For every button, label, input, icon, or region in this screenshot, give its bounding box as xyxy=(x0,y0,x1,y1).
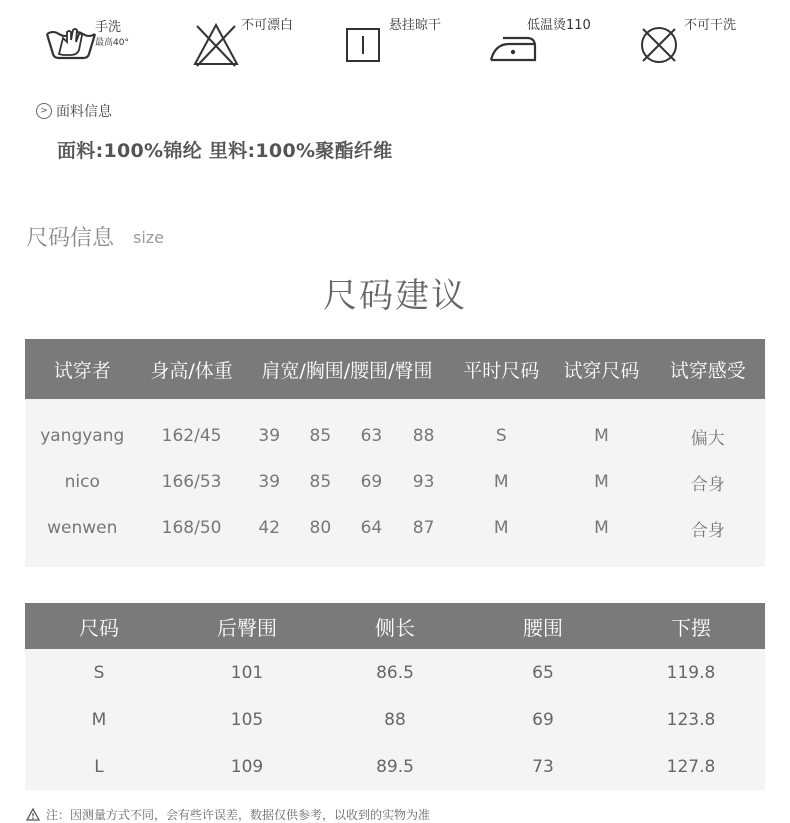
back-hip-value: 105 xyxy=(230,709,264,730)
height-weight: 166/53 xyxy=(161,472,222,492)
header-fit-feel: 试穿感受 xyxy=(669,359,746,382)
shoulder: 42 xyxy=(258,518,281,538)
no-dry-clean-label: 不可干洗 xyxy=(684,18,737,33)
table-row xyxy=(25,399,765,459)
table-row xyxy=(25,459,765,505)
height-weight: 168/50 xyxy=(161,518,222,538)
hang-dry-icon xyxy=(345,27,383,65)
chest: 85 xyxy=(309,426,332,446)
fit-feel: 合身 xyxy=(690,474,725,495)
tried-size: M xyxy=(594,472,609,492)
header-usual-size: 平时尺码 xyxy=(463,359,540,382)
hand-wash-icon xyxy=(45,24,97,64)
table-row xyxy=(25,696,765,743)
side-length-value: 86.5 xyxy=(376,662,414,683)
hip: 87 xyxy=(412,518,435,538)
table-row xyxy=(25,505,765,567)
hem-value: 127.8 xyxy=(666,756,716,777)
waist: 64 xyxy=(360,518,383,538)
care-hang-dry xyxy=(345,10,465,80)
usual-size: M xyxy=(493,518,509,538)
shoulder: 39 xyxy=(258,472,281,492)
hem-value: 123.8 xyxy=(666,709,716,730)
size-value: M xyxy=(91,709,107,730)
low-iron-label: 低温烫110 xyxy=(527,18,591,33)
side-length-value: 89.5 xyxy=(376,756,414,777)
fit-feel: 偏大 xyxy=(690,428,725,449)
measurement-note xyxy=(26,806,430,823)
waist-value: 73 xyxy=(532,756,554,777)
no-bleach-label: 不可漂白 xyxy=(241,18,294,33)
note-text: 注：因测量方式不同，会有些许误差，数据仅供参考，以收到的实物为准 xyxy=(46,808,431,822)
shoulder: 39 xyxy=(258,426,281,446)
table-row xyxy=(25,649,765,696)
tester-name: nico xyxy=(64,472,100,492)
no-dry-clean-icon xyxy=(638,24,680,66)
chest: 85 xyxy=(309,472,332,492)
header-measurements: 肩宽/胸围/腰围/臀围 xyxy=(261,359,433,382)
usual-size: S xyxy=(495,426,507,446)
tester-name: wenwen xyxy=(47,518,118,538)
care-no-dry-clean xyxy=(638,10,758,80)
tried-size: M xyxy=(594,426,609,446)
care-no-bleach xyxy=(193,10,313,80)
size-suggestion-title: 尺码建议 xyxy=(323,276,467,316)
no-bleach-icon xyxy=(193,22,239,68)
chest: 80 xyxy=(309,518,332,538)
height-weight: 162/45 xyxy=(161,426,222,446)
iron-icon xyxy=(489,30,537,64)
fabric-composition: 面料:100%锦纶 里料:100%聚酯纤维 xyxy=(57,140,393,162)
warning-icon xyxy=(26,808,40,821)
care-hand-wash xyxy=(45,10,145,80)
hand-wash-temp: 最高40° xyxy=(95,38,129,48)
waist: 69 xyxy=(360,472,383,492)
hang-dry-label: 悬挂晾干 xyxy=(389,18,442,33)
tried-size: M xyxy=(594,518,609,538)
care-instructions xyxy=(0,10,790,80)
tester-name: yangyang xyxy=(40,426,125,446)
try-on-header-row xyxy=(25,339,765,399)
waist-value: 65 xyxy=(532,662,554,683)
header-height-weight: 身高/体重 xyxy=(150,359,233,382)
back-hip-value: 101 xyxy=(230,662,264,683)
header-side-length: 侧长 xyxy=(375,615,415,640)
usual-size: M xyxy=(493,472,509,492)
fit-feel: 合身 xyxy=(690,520,725,541)
size-chart-header-row xyxy=(25,603,765,649)
size-value: S xyxy=(93,662,105,683)
waist: 63 xyxy=(360,426,383,446)
size-chart-table xyxy=(25,603,765,790)
size-value: L xyxy=(94,756,104,777)
hem-value: 119.8 xyxy=(666,662,716,683)
header-tester: 试穿者 xyxy=(53,359,111,382)
hip: 88 xyxy=(412,426,435,446)
hand-wash-label: 手洗 xyxy=(95,20,122,35)
waist-value: 69 xyxy=(532,709,554,730)
size-section-subtitle: size xyxy=(133,228,165,247)
header-back-hip: 后臀围 xyxy=(217,615,277,640)
header-tried-size: 试穿尺码 xyxy=(563,359,640,382)
header-size: 尺码 xyxy=(79,615,119,640)
back-hip-value: 109 xyxy=(230,756,264,777)
table-row xyxy=(25,743,765,790)
header-waist: 腰围 xyxy=(523,615,563,640)
hip: 93 xyxy=(412,472,435,492)
header-hem: 下摆 xyxy=(671,615,711,640)
fabric-heading-label: 面料信息 xyxy=(56,104,112,120)
care-low-iron xyxy=(489,10,629,80)
chevron-right-icon: > xyxy=(36,103,52,119)
size-section-title: 尺码信息 xyxy=(26,226,115,251)
fabric-heading xyxy=(36,101,112,121)
try-on-table xyxy=(25,339,765,567)
side-length-value: 88 xyxy=(384,709,406,730)
